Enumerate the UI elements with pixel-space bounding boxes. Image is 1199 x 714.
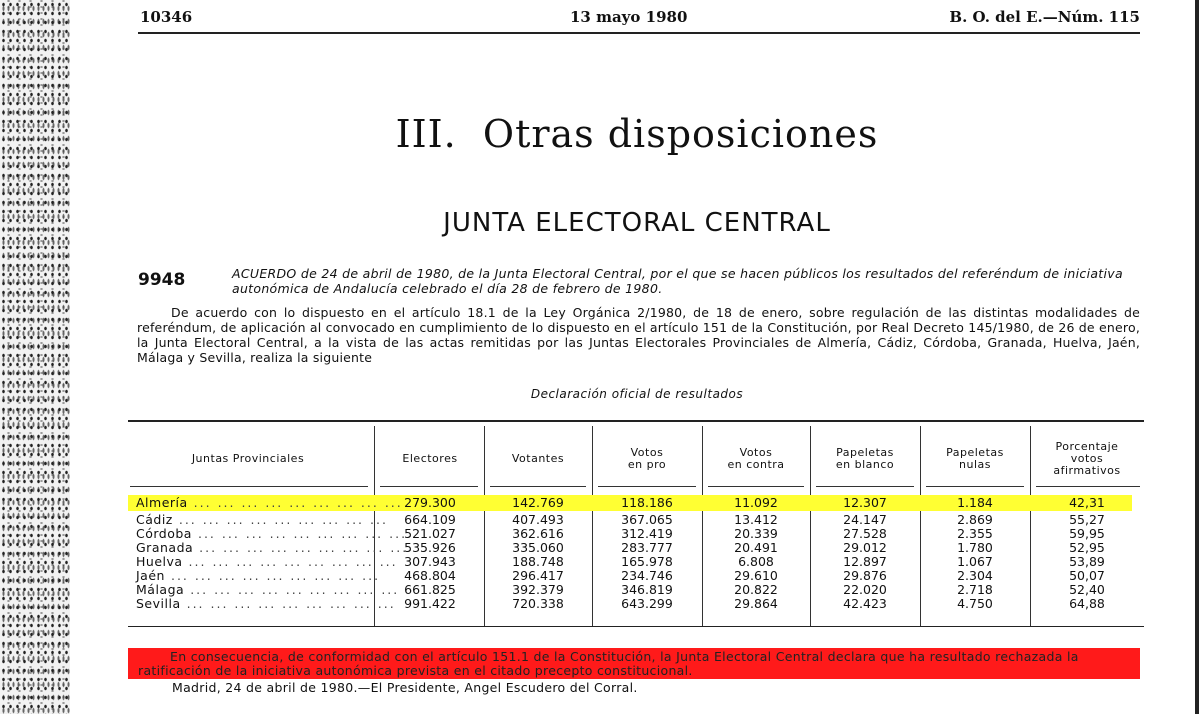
- cell-votos-pro: 118.186: [621, 495, 673, 510]
- row-name: Granada ... ... ... ... ... ... ... ... ...: [136, 540, 409, 555]
- column-divider: [920, 426, 921, 626]
- scan-noise-margin: [0, 0, 70, 714]
- cell-votos-contra: 11.092: [734, 495, 778, 510]
- cell-papeletas-blanco: 22.020: [843, 582, 887, 597]
- junta-title: JUNTA ELECTORAL CENTRAL: [443, 208, 831, 238]
- cell-porcentaje: 55,27: [1069, 512, 1105, 527]
- table-row-jaen: [128, 569, 1132, 582]
- cell-votantes: 188.748: [512, 554, 564, 569]
- cell-votos-contra: 13.412: [734, 512, 778, 527]
- cell-papeletas-blanco: 29.012: [843, 540, 887, 555]
- results-table: [128, 420, 1144, 628]
- table-row-cadiz: [128, 513, 1132, 526]
- cell-votantes: 392.379: [512, 582, 564, 597]
- cell-electores: 991.422: [404, 596, 456, 611]
- row-name: Jaén ... ... ... ... ... ... ... ... ...: [136, 568, 381, 583]
- column-divider: [810, 426, 811, 626]
- cell-votos-contra: 20.491: [734, 540, 778, 555]
- header-underline: [130, 486, 368, 487]
- cell-votantes: 407.493: [512, 512, 564, 527]
- column-divider: [484, 426, 485, 626]
- cell-votos-pro: 312.419: [621, 526, 673, 541]
- header-underline: [490, 486, 586, 487]
- cell-papeletas-blanco: 12.897: [843, 554, 887, 569]
- cell-papeletas-nulas: 2.718: [957, 582, 993, 597]
- cell-votantes: 720.338: [512, 596, 564, 611]
- document-summary: ACUERDO de 24 de abril de 1980, de la Junta Electoral Central, por el que se hacen públicos los resultados del referéndum de iniciativa autonómica de Andalucía celebrado el día 28 de febrero de 1980.: [232, 266, 1123, 296]
- cell-electores: 307.943: [404, 554, 456, 569]
- cell-votos-pro: 643.299: [621, 596, 673, 611]
- cell-votantes: 296.417: [512, 568, 564, 583]
- cell-porcentaje: 59,95: [1069, 526, 1105, 541]
- cell-votos-pro: 367.065: [621, 512, 673, 527]
- row-name: Córdoba ... ... ... ... ... ... ... ... ...: [136, 526, 408, 541]
- cell-papeletas-nulas: 1.184: [957, 495, 993, 510]
- page-number: 10346: [140, 8, 193, 26]
- cell-papeletas-blanco: 12.307: [843, 495, 887, 510]
- table-row-granada: [128, 541, 1132, 554]
- cell-electores: 279.300: [404, 495, 456, 510]
- col-header-papeletas-nulas: Papeletas nulas: [946, 446, 1004, 471]
- scan-edge: [1195, 0, 1199, 714]
- cell-papeletas-nulas: 4.750: [957, 596, 993, 611]
- cell-porcentaje: 53,89: [1069, 554, 1105, 569]
- cell-votos-pro: 283.777: [621, 540, 673, 555]
- cell-porcentaje: 52,95: [1069, 540, 1105, 555]
- cell-votantes: 362.616: [512, 526, 564, 541]
- row-name: Almería ... ... ... ... ... ... ... ... ...: [136, 495, 403, 510]
- col-header-votos-contra: Votos en contra: [727, 446, 785, 471]
- table-row-cordoba: [128, 527, 1132, 540]
- row-name: Málaga ... ... ... ... ... ... ... ... ...: [136, 582, 400, 597]
- cell-papeletas-nulas: 2.304: [957, 568, 993, 583]
- cell-papeletas-nulas: 2.355: [957, 526, 993, 541]
- table-row-sevilla: [128, 597, 1132, 610]
- cell-papeletas-blanco: 24.147: [843, 512, 887, 527]
- cell-votos-pro: 165.978: [621, 554, 673, 569]
- header-underline: [380, 486, 478, 487]
- cell-papeletas-blanco: 27.528: [843, 526, 887, 541]
- table-row-malaga: [128, 583, 1132, 596]
- cell-votos-pro: 346.819: [621, 582, 673, 597]
- page-header: [140, 8, 1140, 32]
- col-header-porcentaje: Porcentaje votos afirmativos: [1053, 440, 1121, 477]
- section-title: III. Otras disposiciones: [395, 112, 879, 156]
- cell-papeletas-blanco: 42.423: [843, 596, 887, 611]
- header-underline: [1036, 486, 1140, 487]
- document-number: 9948: [138, 270, 186, 290]
- cell-votos-contra: 20.339: [734, 526, 778, 541]
- header-underline: [598, 486, 696, 487]
- cell-votantes: 335.060: [512, 540, 564, 555]
- cell-papeletas-nulas: 1.780: [957, 540, 993, 555]
- cell-porcentaje: 52,40: [1069, 582, 1105, 597]
- cell-votantes: 142.769: [512, 495, 564, 510]
- row-name: Sevilla ... ... ... ... ... ... ... ... ...: [136, 596, 396, 611]
- issue-date: 13 mayo 1980: [570, 8, 688, 26]
- header-divider: [138, 32, 1140, 34]
- table-title: Declaración oficial de resultados: [530, 387, 744, 401]
- table-top-rule: [128, 420, 1144, 422]
- cell-electores: 664.109: [404, 512, 456, 527]
- cell-porcentaje: 42,31: [1069, 495, 1105, 510]
- col-header-votantes: Votantes: [511, 452, 565, 465]
- col-header-papeletas-blanco: Papeletas en blanco: [835, 446, 895, 471]
- cell-votos-contra: 29.864: [734, 596, 778, 611]
- cell-porcentaje: 50,07: [1069, 568, 1105, 583]
- column-divider: [592, 426, 593, 626]
- column-divider: [702, 426, 703, 626]
- table-row-huelva: [128, 555, 1132, 568]
- cell-electores: 661.825: [404, 582, 456, 597]
- cell-votos-contra: 20.822: [734, 582, 778, 597]
- cell-votos-contra: 6.808: [738, 554, 774, 569]
- table-bottom-rule: [128, 626, 1144, 627]
- col-header-votos-pro: Votos en pro: [627, 446, 667, 471]
- row-name: Huelva ... ... ... ... ... ... ... ... ...: [136, 554, 398, 569]
- header-underline: [708, 486, 804, 487]
- cell-papeletas-nulas: 1.067: [957, 554, 993, 569]
- cell-votos-contra: 29.610: [734, 568, 778, 583]
- cell-electores: 535.926: [404, 540, 456, 555]
- cell-papeletas-nulas: 2.869: [957, 512, 993, 527]
- cell-papeletas-blanco: 29.876: [843, 568, 887, 583]
- table-row-almeria: [128, 495, 1132, 511]
- cell-electores: 521.027: [404, 526, 456, 541]
- cell-electores: 468.804: [404, 568, 456, 583]
- signature-line: Madrid, 24 de abril de 1980.—El Presidente, Angel Escudero del Corral.: [172, 680, 638, 695]
- document-body: De acuerdo con lo dispuesto en el artículo 18.1 de la Ley Orgánica 2/1980, de 18 de enero, sobre regulación de las distintas modalidades de referéndum, de aplicación al convocado en cumplimiento de lo dispuesto en el artículo 151 de la Constitución, por Real Decreto 145/1980, de 26 de enero, la Junta Electoral Central, a la vista de las actas remitidas por las Juntas Electorales Provinciales de Almería, Cádiz, Córdoba, Granada, Huelva, Jaén, Málaga y Sevilla, realiza la siguiente: [137, 305, 1140, 365]
- header-underline: [816, 486, 914, 487]
- column-divider: [1030, 426, 1031, 626]
- cell-porcentaje: 64,88: [1069, 596, 1105, 611]
- cell-votos-pro: 234.746: [621, 568, 673, 583]
- col-header-electores: Electores: [402, 452, 458, 465]
- header-underline: [926, 486, 1024, 487]
- row-name: Cádiz ... ... ... ... ... ... ... ... ...: [136, 512, 388, 527]
- conclusion-paragraph: En consecuencia, de conformidad con el artículo 151.1 de la Constitución, la Junta Electoral Central declara que ha resultado rechazada la ratificación de la iniciativa autonómica prevista en el citado precepto constitucional.: [128, 648, 1140, 679]
- col-header-juntas: Juntas Provinciales: [191, 452, 305, 465]
- publication-number: B. O. del E.—Núm. 115: [949, 8, 1140, 26]
